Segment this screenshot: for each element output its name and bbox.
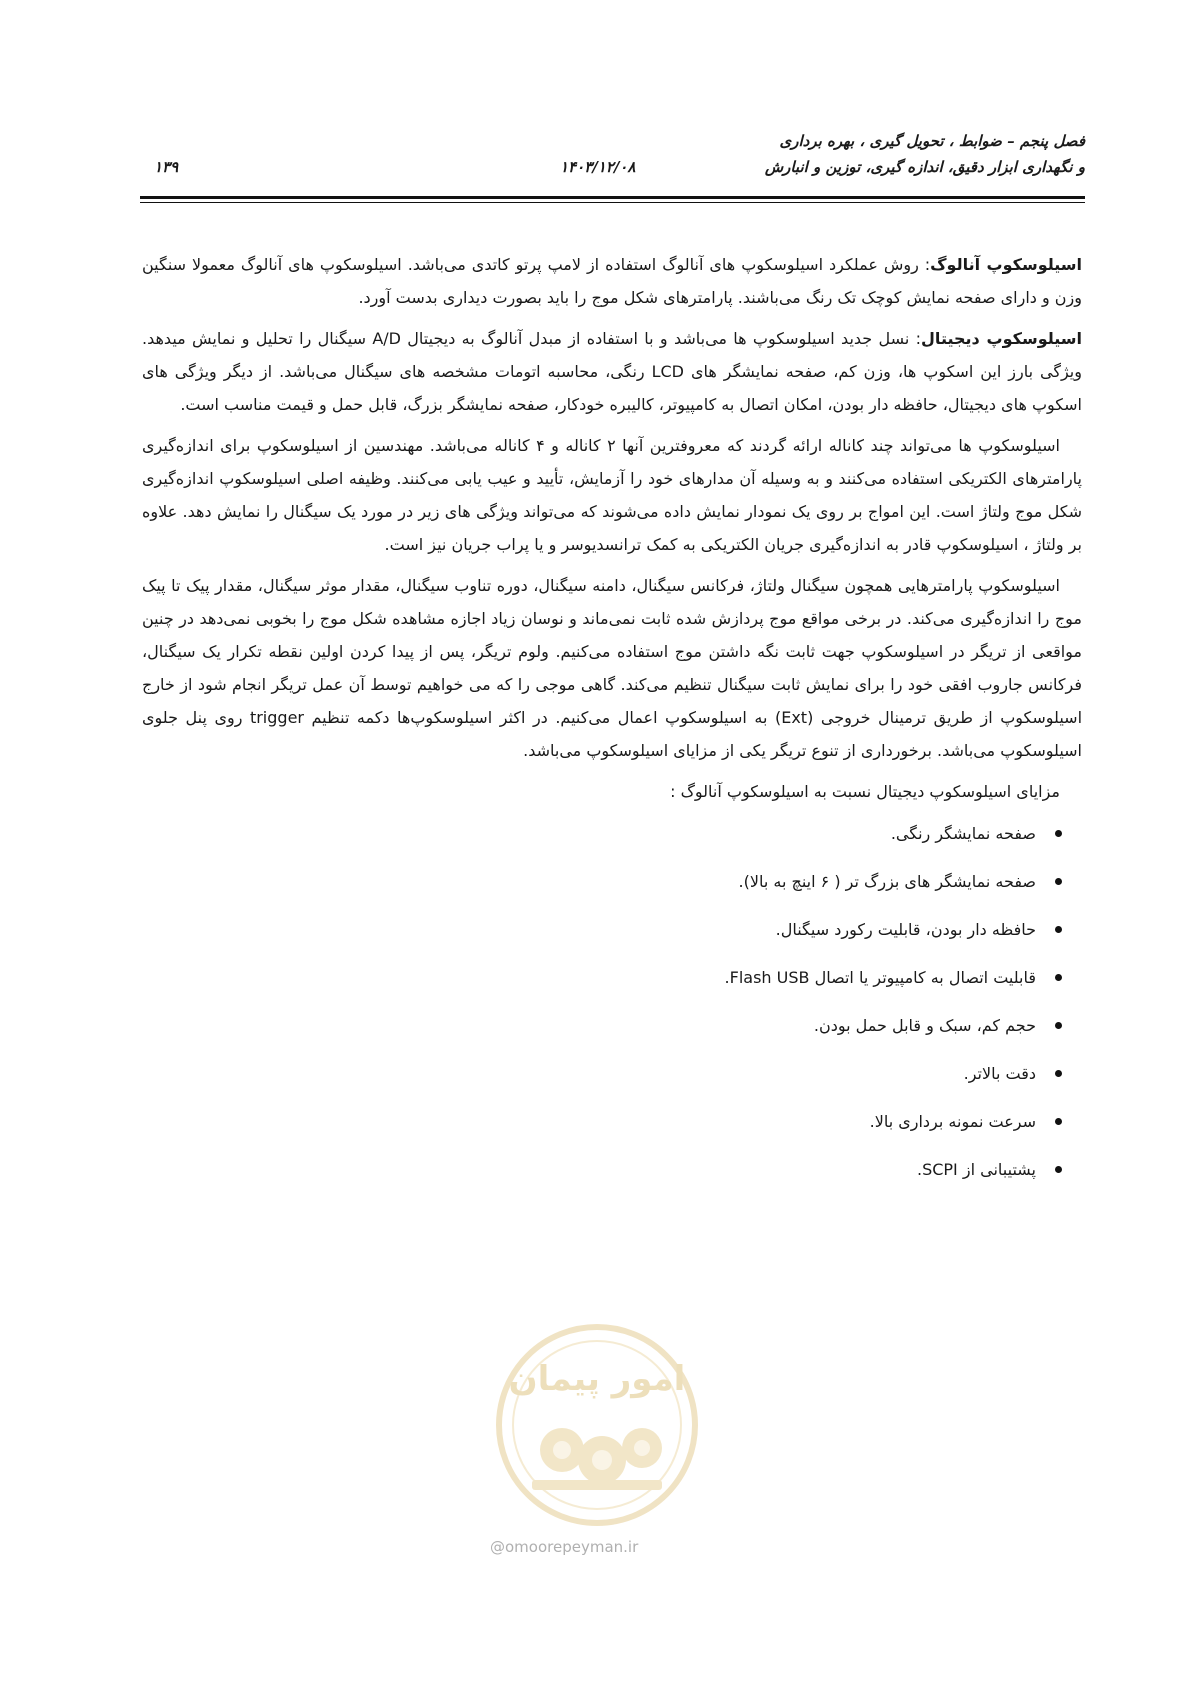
bullet-icon [1055,926,1062,933]
list-item: حافظه دار بودن، قابلیت رکورد سیگنال. [142,914,1062,945]
bullet-icon [1055,1070,1062,1077]
header-date: ۱۴۰۳/۱۲/۰۸ [560,158,636,176]
bullet-icon [1055,1166,1062,1173]
analog-label: اسیلوسکوپ آنالوگ [930,255,1083,274]
watermark-logo-text: امور پیمان [508,1359,686,1399]
bullet-icon [1055,878,1062,885]
bullet-icon [1055,1118,1062,1125]
page-body [142,248,1082,1202]
digital-label: اسیلوسکوپ دیجیتال [921,329,1083,348]
analog-paragraph [142,248,1082,314]
page-header [140,128,1085,188]
bullet-icon [1055,1022,1062,1029]
trigger-paragraph: اسیلوسکوپ پارامترهایی همچون سیگنال ولتاژ، فرکانس سیگنال، دامنه سیگنال، دوره تناوب سیگنال، مقدار موثر سیگنال، مقدار پیک تا پیک موج را اندازه‌گیری می‌کند. در برخی مواقع موج پردازش شده ثابت نمی‌ماند و نوسان زیاد اجازه مشاهده شکل موج را بخوبی نمی‌دهد در چنین مواقعی از تریگر در اسیلوسکوپ جهت ثابت نگه داشتن موج استفاده می‌کنیم. ولوم تریگر، پس از پیدا کردن اولین نقطه تکرار یک سیگنال، فرکانس جاروب افقی خود را برای نمایش ثابت سیگنال تنظیم می‌کند. گاهی موجی را که می خواهیم توسط آن عمل تریگر انجام شود از خارج اسیلوسکوپ از طریق ترمینال خروجی (Ext) به اسیلوسکوپ اعمال می‌کنیم. در اکثر اسیلوسکوپ‌ها دکمه تنظیم trigger روی پنل جلوی اسیلوسکوپ می‌باشد. برخورداری از تنوع تریگر یکی از مزایای اسیلوسکوپ می‌باشد. [142,576,1083,760]
list-item: حجم کم، سبک و قابل حمل بودن. [142,1010,1062,1041]
list-item: صفحه نمایشگر رنگی. [142,818,1062,849]
list-item: دقت بالاتر. [142,1058,1062,1089]
channels-paragraph: اسیلوسکوپ ها می‌تواند چند کاناله ارائه گردند که معروفترین آنها ۲ کاناله و ۴ کاناله می‌باشد. مهندسین از اسیلوسکوپ برای اندازه‌گیری پارامترهای الکتریکی استفاده می‌کنند و به وسیله آن مدارهای خود را آزمایش، تأیید و عیب یابی می‌کنند. وظیفه اصلی اسیلوسکوپ اندازه‌گیری شکل موج ولتاژ است. این امواج بر روی یک نمودار نمایش داده می‌شوند که می‌تواند ویژگی های زیر در مورد یک سیگنال را نمایش دهد. علاوه بر ولتاژ ، اسیلوسکوپ قادر به اندازه‌گیری جریان الکتریکی به کمک ترانسدیوسر و یا پراب جریان نیز است. [142,436,1082,554]
list-item: سرعت نمونه برداری بالا. [142,1106,1062,1137]
list-item: قابلیت اتصال به کامپیوتر یا اتصال Flash USB. [142,962,1062,993]
chapter-title-line-1: فصل پنجم – ضوابط ، تحویل گیری ، بهره برداری [779,132,1085,150]
watermark-url: @omoorepeyman.ir [490,1538,639,1556]
chapter-title-line-2: و نگهداری ابزار دقیق، اندازه گیری، توزین و انبارش [764,158,1085,176]
advantages-list [142,818,1082,1185]
digital-paragraph [142,322,1082,421]
chapter-title [765,128,1085,180]
header-rule-thin [140,202,1085,203]
list-item: پشتیبانی از SCPI. [142,1154,1062,1185]
list-item: صفحه نمایشگر های بزرگ تر ( ۶ اینچ به بالا). [142,866,1062,897]
page-number: ۱۳۹ [154,158,179,176]
bullet-icon [1055,830,1062,837]
bullet-icon [1055,974,1062,981]
analog-text: : روش عملکرد اسیلوسکوپ های آنالوگ استفاده از لامپ پرتو کاتدی می‌باشد. اسیلوسکوپ های آنالوگ معمولا سنگین وزن و دارای صفحه نمایش کوچک تک رنگ می‌باشند. پارامترهای شکل موج را باید بصورت دیداری بدست آورد. [142,255,1082,307]
header-rule-thick [140,196,1085,199]
digital-text: : نسل جدید اسیلوسکوپ ها می‌باشد و با استفاده از مبدل آنالوگ به دیجیتال A/D سیگنال را تحلیل و نمایش میدهد. ویژگی بارز این اسکوپ ها، وزن کم، صفحه نمایشگر های LCD رنگی، محاسبه اتومات مشخصه های سیگنال می‌باشد. از دیگر ویژگی های اسکوپ های دیجیتال، حافظه دار بودن، امکان اتصال به کامپیوتر، کالیبره خودکار، صفحه نمایشگر بزرگ، قابل حمل و قیمت مناسب است. [142,329,1082,414]
watermark-logo [492,1320,702,1530]
advantages-intro: مزایای اسیلوسکوپ دیجیتال نسبت به اسیلوسکوپ آنالوگ : [670,782,1060,801]
